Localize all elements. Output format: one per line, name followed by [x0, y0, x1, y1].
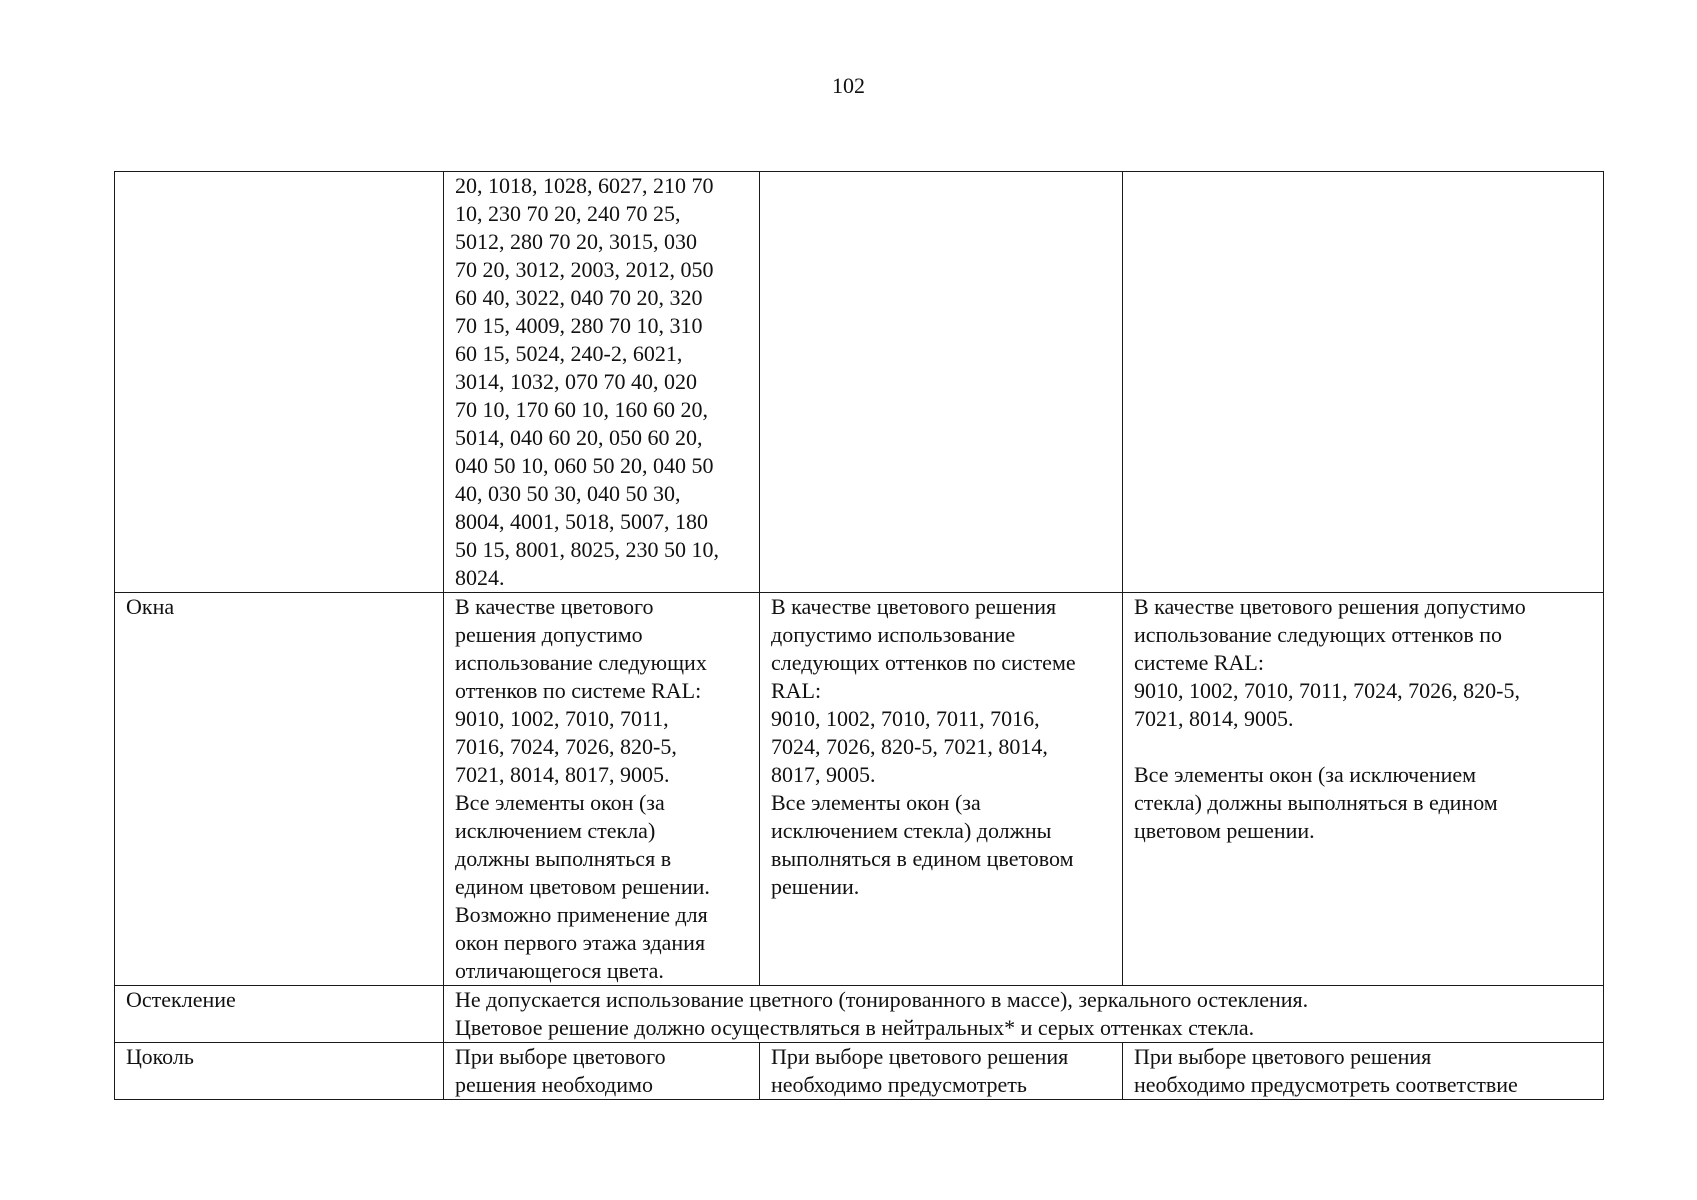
color-spec-table	[114, 171, 1604, 1100]
table-cell	[760, 172, 1123, 593]
table-cell	[1123, 172, 1604, 593]
glazing-merged-cell: Не допускается использование цветного (тонированного в массе), зеркального остекления. Цветовое решение должно осуществляться в нейтральных* и серых оттенках стекла.	[444, 986, 1604, 1043]
table-row-plinth	[115, 1043, 1604, 1100]
plinth-col1-cell: При выборе цветового решения необходимо	[444, 1043, 760, 1100]
row-label-cell: Цоколь	[115, 1043, 444, 1100]
windows-col2-cell: В качестве цветового решения допустимо использование следующих оттенков по системе RAL: 9010, 1002, 7010, 7011, 7016, 7024, 7026, 820-5, 7021, 8014, 8017, 9005. Все элементы окон (за исключением стекла) должны выполняться в едином цветовом решении.	[760, 593, 1123, 986]
windows-col3-cell: В качестве цветового решения допустимо использование следующих оттенков по системе RAL: 9010, 1002, 7010, 7011, 7024, 7026, 820-5, 7021, 8014, 9005. Все элементы окон (за исключением стекла) должны выполняться в едином цветовом решении.	[1123, 593, 1604, 986]
color-codes-cell: 20, 1018, 1028, 6027, 210 70 10, 230 70 20, 240 70 25, 5012, 280 70 20, 3015, 030 70 20, 3012, 2003, 2012, 050 60 40, 3022, 040 70 20, 320 70 15, 4009, 280 70 10, 310 60 15, 5024, 240-2, 6021, 3014, 1032, 070 70 40, 020 70 10, 170 60 10, 160 60 20, 5014, 040 60 20, 050 60 20, 040 50 10, 060 50 20, 040 50 40, 030 50 30, 040 50 30, 8004, 4001, 5018, 5007, 180 50 15, 8001, 8025, 230 50 10, 8024.	[444, 172, 760, 593]
table-row-windows	[115, 593, 1604, 986]
row-label-cell	[115, 172, 444, 593]
row-label-cell: Окна	[115, 593, 444, 986]
plinth-col3-cell: При выборе цветового решения необходимо предусмотреть соответствие	[1123, 1043, 1604, 1100]
windows-col1-cell: В качестве цветового решения допустимо использование следующих оттенков по системе RAL: 9010, 1002, 7010, 7011, 7016, 7024, 7026, 820-5, 7021, 8014, 8017, 9005. Все элементы окон (за исключением стекла) должны выполняться в едином цветовом решении. Возможно применение для окон первого этажа здания отличающегося цвета.	[444, 593, 760, 986]
table-row-glazing	[115, 986, 1604, 1043]
page-number: 102	[832, 73, 865, 98]
plinth-col2-cell: При выборе цветового решения необходимо предусмотреть	[760, 1043, 1123, 1100]
table-row	[115, 172, 1604, 593]
row-label-cell: Остекление	[115, 986, 444, 1043]
